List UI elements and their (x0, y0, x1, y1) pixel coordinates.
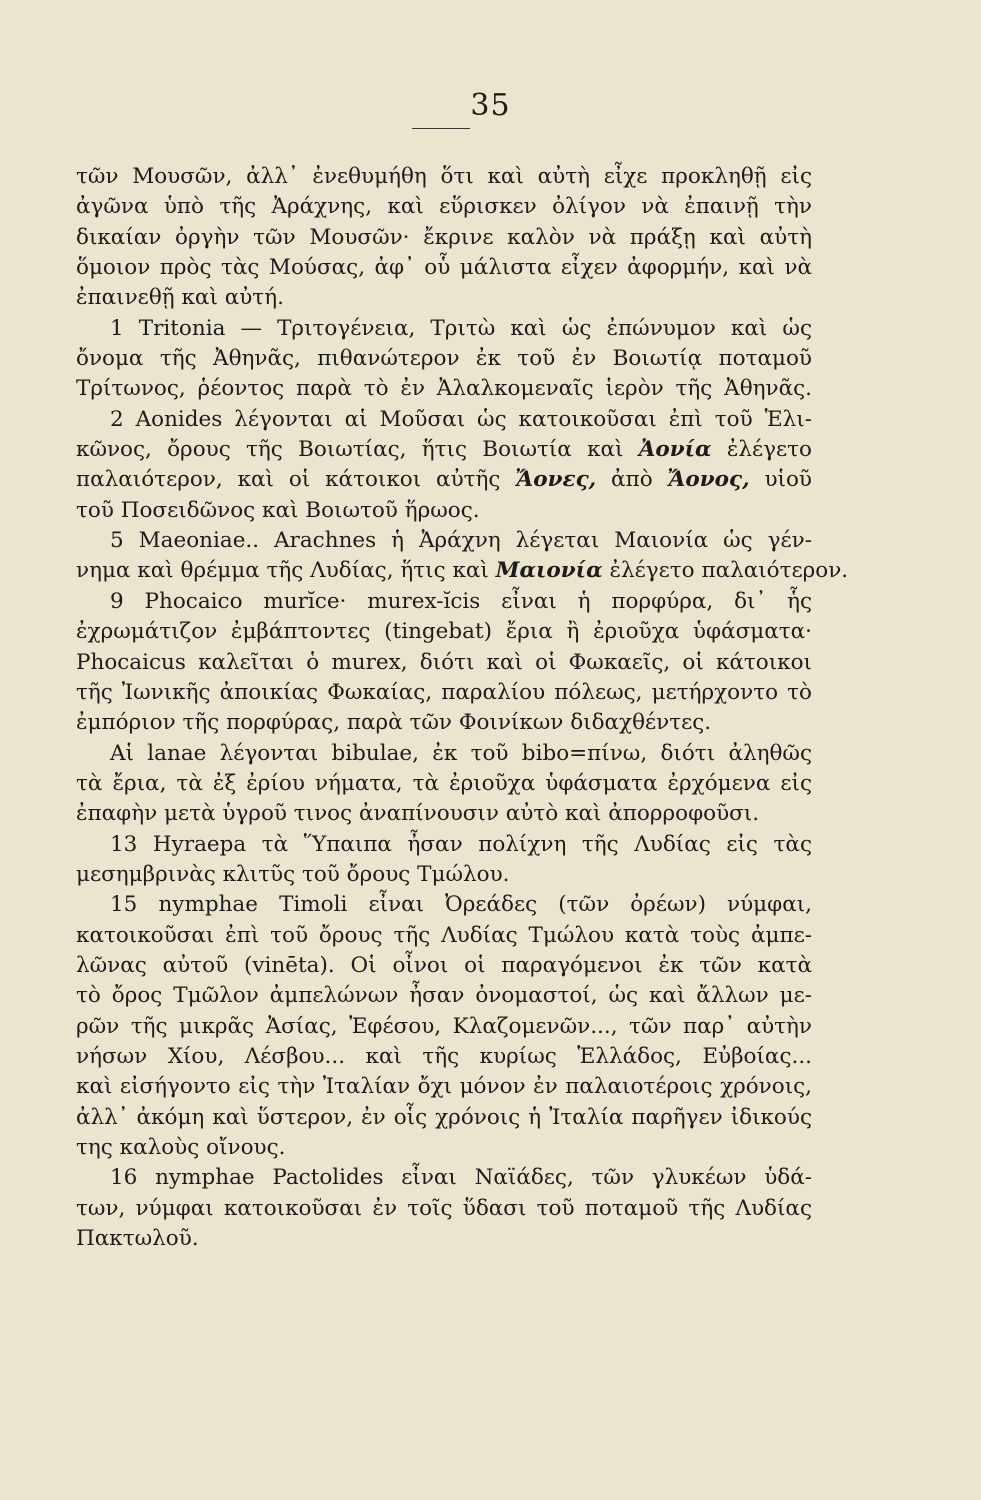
line-text: των, νύμφαι κατοικοῦσαι ἐν τοῖς ὕδασι τοῦ ποταμοῦ τῆς Λυδίας (76, 1195, 812, 1221)
line-text: τῶν Μουσῶν, ἀλλ᾽ ἐνεθυμήθη ὅτι καὶ αὐτὴ εἶχε προκληθῇ εἰς (76, 164, 812, 189)
text-line (76, 314, 812, 344)
text-line (76, 1072, 812, 1102)
line-text: υἱοῦ (749, 467, 812, 493)
text-line (76, 860, 812, 890)
text-line (76, 951, 812, 981)
text-line (76, 1133, 812, 1163)
line-text: ἐμπόριον τῆς πορφύρας, παρὰ τῶν Φοινίκων διδαχθέντες. (76, 710, 712, 736)
line-text: νημα καὶ θρέμμα τῆς Λυδίας, ἥτις καὶ (76, 558, 496, 584)
text-line (76, 1103, 812, 1133)
line-text: 13 Hyraepa τὰ Ὕπαιπα ἦσαν πολίχνη τῆς Λυδίας εἰς τὰς (110, 831, 812, 857)
line-text: Τρίτωνος, ῥέοντος παρὰ τὸ ἐν Ἀλαλκομεναῖς ἱερὸν τῆς Ἀθηνᾶς. (76, 376, 812, 402)
line-text: 5 Maeoniae.. Arachnes ἡ Ἀράχνη λέγεται Μαιονία ὡς γέν- (110, 528, 812, 554)
line-text: ἐχρωμάτιζον ἐμβάπτοντες (tingebat) ἔρια ἢ ἐριοῦχα ὑφάσματα· (76, 619, 812, 645)
emphasized-term: Ἄονος, (667, 467, 750, 493)
line-text: 1 Tritonia — Τριτογένεια, Τριτὼ καὶ ὡς ἐπώνυμον καὶ ὡς (110, 315, 812, 341)
line-text: ρῶν τῆς μικρᾶς Ἀσίας, Ἐφέσου, Κλαζομενῶν..., τῶν παρ᾽ αὐτὴν (76, 1013, 812, 1039)
text-line (76, 799, 812, 829)
line-text: τοῦ Ποσειδῶνος καὶ Βοιωτοῦ ἥρωος. (76, 497, 480, 523)
text-line (76, 1163, 812, 1193)
line-text: ἀγῶνα ὑπὸ τῆς Ἀράχνης, καὶ εὕρισκεν ὀλίγον νὰ ἐπαινῇ τὴν (76, 194, 812, 220)
line-text: 2 Aonides λέγονται αἱ Μοῦσαι ὡς κατοικοῦσαι ἐπὶ τοῦ Ἑλι- (110, 406, 812, 432)
text-line (76, 283, 812, 313)
line-text: δικαίαν ὀργὴν τῶν Μουσῶν· ἔκρινε καλὸν νὰ πράξῃ καὶ αὐτὴ (76, 224, 812, 250)
header-rule (412, 128, 470, 129)
line-text: 9 Phocaico murĭce· murex-ĭcis εἶναι ἡ πορφύρα, δι᾽ ἧς (110, 588, 812, 614)
line-text: παλαιότερον, καὶ οἱ κάτοικοι αὐτῆς (76, 467, 516, 493)
text-line (76, 981, 812, 1011)
page-number: 35 (470, 88, 511, 123)
text-line (76, 253, 812, 283)
line-text: Phocaicus καλεῖται ὁ murex, διότι καὶ οἱ Φωκαεῖς, οἱ κάτοικοι (76, 649, 812, 675)
line-text: ἐπαφὴν μετὰ ὑγροῦ τινος ἀναπίνουσιν αὐτὸ καὶ ἀπορροφοῦσι. (76, 801, 760, 827)
line-text: ἀλλ᾽ ἀκόμη καὶ ὕστερον, ἐν οἷς χρόνοις ἡ Ἰταλία παρῆγεν ἰδικούς (76, 1104, 812, 1130)
text-line (76, 162, 812, 192)
line-text: τὸ ὄρος Τμῶλον ἀμπελώνων ἦσαν ὀνομαστοί, ὡς καὶ ἄλλων με- (76, 983, 812, 1009)
line-text: τὰ ἔρια, τὰ ἐξ ἐρίου νήματα, τὰ ἐριοῦχα ὑφάσματα ἐρχόμενα εἰς (76, 770, 812, 796)
line-text: ἐλέγετο παλαιότερον. (602, 558, 849, 584)
text-line (76, 587, 812, 617)
text-line (76, 678, 812, 708)
line-text: 16 nymphae Pactolides εἶναι Ναϊάδες, τῶν γλυκέων ὑδά- (110, 1165, 812, 1191)
line-text: νήσων Χίου, Λέσβου... καὶ τῆς κυρίως Ἑλλάδος, Εὐβοίας... (76, 1043, 812, 1069)
line-text: ἀπὸ (596, 467, 668, 493)
line-text: Αἱ lanae λέγονται bibulae, ἐκ τοῦ bibo=πίνω, διότι ἀληθῶς (110, 740, 812, 766)
text-line (76, 739, 812, 769)
text-line (76, 344, 812, 374)
text-line (76, 496, 812, 526)
text-line (76, 435, 812, 465)
line-text: ὅμοιον πρὸς τὰς Μούσας, ἀφ᾽ οὗ μάλιστα εἶχεν ἀφορμήν, καὶ νὰ (76, 255, 812, 281)
page-text (76, 162, 849, 1254)
line-text: καὶ εἰσήγοντο εἰς τὴν Ἰταλίαν ὄχι μόνον ἐν παλαιοτέροις χρόνοις, (76, 1074, 812, 1100)
text-line (76, 648, 812, 678)
line-text: 15 nymphae Timoli εἶναι Ὀρεάδες (τῶν ὀρέων) νύμφαι, (110, 892, 812, 918)
text-line (76, 1012, 812, 1042)
emphasized-term: Μαιονία (495, 558, 603, 584)
text-line (76, 1042, 812, 1072)
line-text: μεσημβρινὰς κλιτῦς τοῦ ὄρους Τμώλου. (76, 861, 510, 887)
text-line (76, 1224, 812, 1254)
text-line (76, 374, 812, 404)
text-line (76, 192, 812, 222)
line-text: της καλοὺς οἴνους. (76, 1135, 286, 1160)
line-text: τῆς Ἰωνικῆς ἀποικίας Φωκαίας, παραλίου πόλεως, μετήρχοντο τὸ (76, 679, 812, 705)
text-line (76, 890, 812, 920)
text-line (76, 708, 812, 738)
line-text: κῶνος, ὄρους τῆς Βοιωτίας, ἥτις Βοιωτία καὶ (76, 437, 639, 463)
text-line (76, 405, 812, 435)
line-text: ὄνομα τῆς Ἀθηνᾶς, πιθανώτερον ἐκ τοῦ ἐν Βοιωτίᾳ ποταμοῦ (76, 346, 812, 372)
text-line (76, 223, 812, 253)
line-text: ἐλέγετο (711, 437, 812, 463)
text-line (76, 465, 812, 495)
text-line (76, 1194, 812, 1224)
text-line (76, 921, 812, 951)
line-text: κατοικοῦσαι ἐπὶ τοῦ ὄρους τῆς Λυδίας Τμώλου κατὰ τοὺς ἀμπε- (76, 922, 812, 948)
line-text: Πακτωλοῦ. (76, 1226, 199, 1252)
line-text: λῶνας αὐτοῦ (vinēta). Οἱ οἶνοι οἱ παραγόμενοι ἐκ τῶν κατὰ (76, 952, 812, 978)
text-line (76, 769, 812, 799)
emphasized-term: Ἀονία (638, 437, 712, 463)
line-text: ἐπαινεθῇ καὶ αὐτή. (76, 285, 284, 311)
text-line (76, 617, 812, 647)
text-line (76, 556, 849, 586)
text-line (76, 526, 812, 556)
text-line (76, 830, 812, 860)
emphasized-term: Ἄονες, (515, 467, 597, 493)
